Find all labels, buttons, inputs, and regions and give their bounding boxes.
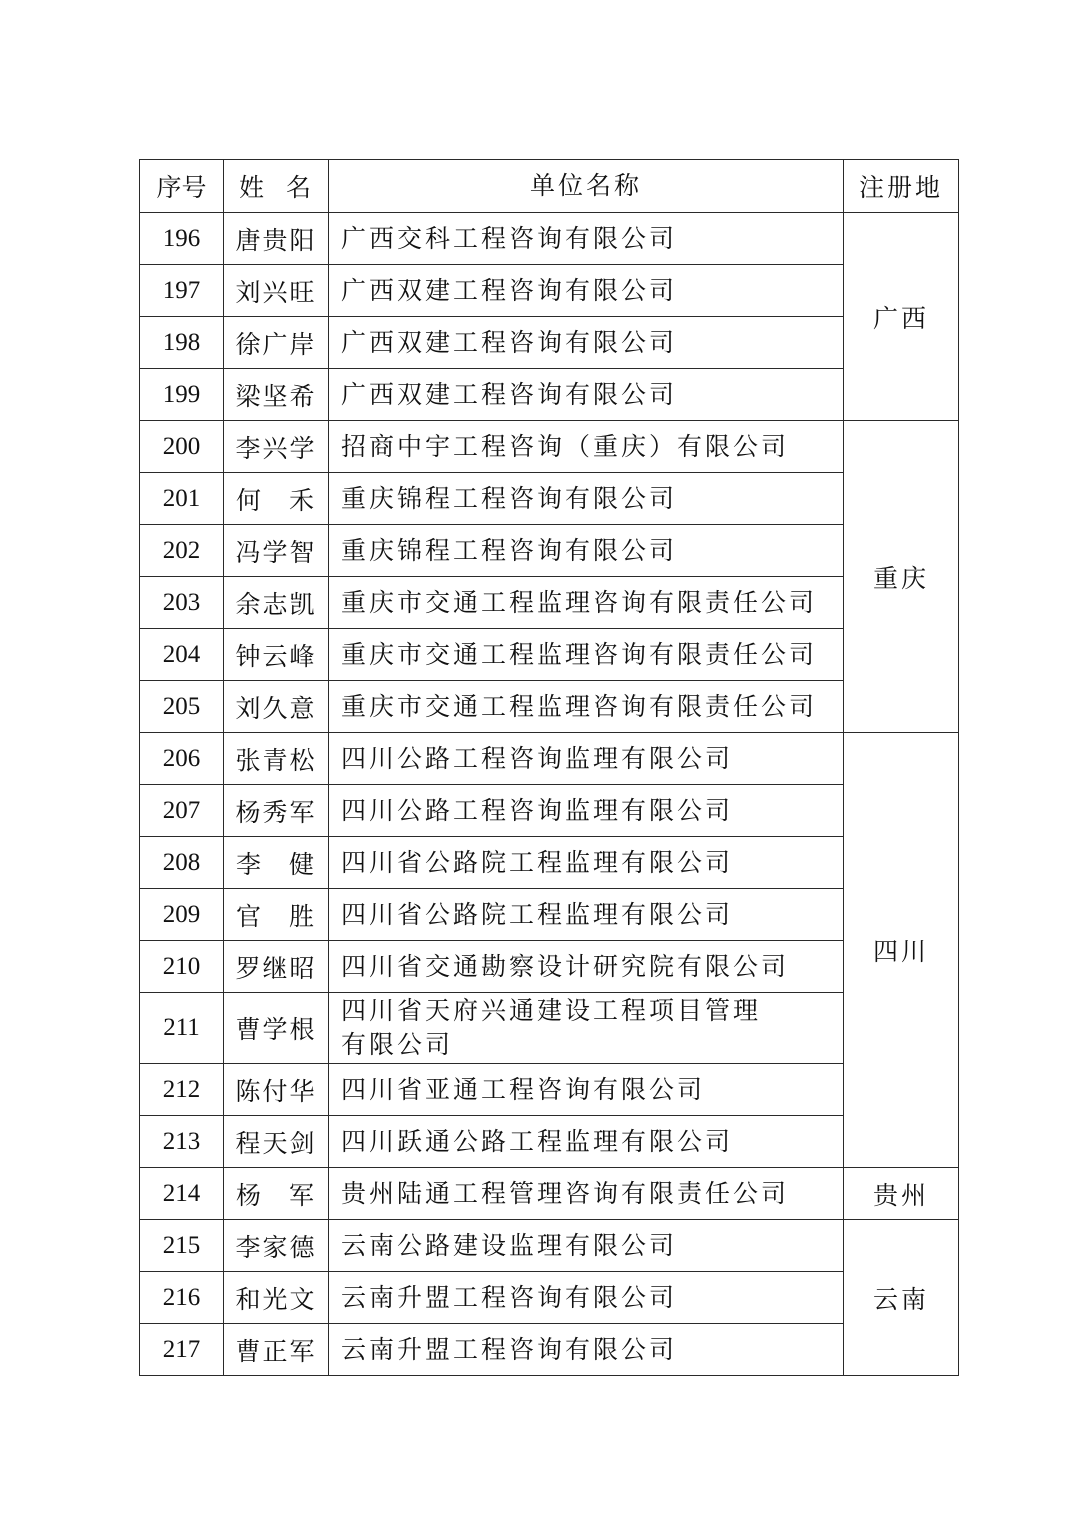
row-unit: 广西交科工程咨询有限公司 <box>329 213 844 265</box>
row-no: 199 <box>140 369 224 421</box>
row-name: 罗继昭 <box>224 941 329 993</box>
row-name: 杨军 <box>224 1168 329 1220</box>
table-row <box>140 369 959 421</box>
row-no: 208 <box>140 837 224 889</box>
row-name: 陈付华 <box>224 1064 329 1116</box>
row-no: 202 <box>140 525 224 577</box>
row-no: 214 <box>140 1168 224 1220</box>
region-yunnan: 云南 <box>844 1220 959 1376</box>
table-row <box>140 889 959 941</box>
row-unit: 四川公路工程咨询监理有限公司 <box>329 733 844 785</box>
header-name: 姓 名 <box>224 160 329 213</box>
row-unit: 重庆市交通工程监理咨询有限责任公司 <box>329 681 844 733</box>
row-unit: 四川公路工程咨询监理有限公司 <box>329 785 844 837</box>
row-unit: 云南升盟工程咨询有限公司 <box>329 1324 844 1376</box>
table-row <box>140 1272 959 1324</box>
row-name: 和光文 <box>224 1272 329 1324</box>
row-unit: 重庆市交通工程监理咨询有限责任公司 <box>329 629 844 681</box>
table-row <box>140 733 959 785</box>
table-row <box>140 1220 959 1272</box>
row-no: 213 <box>140 1116 224 1168</box>
row-unit: 重庆市交通工程监理咨询有限责任公司 <box>329 577 844 629</box>
row-unit: 四川省亚通工程咨询有限公司 <box>329 1064 844 1116</box>
table-row <box>140 1324 959 1376</box>
row-unit: 四川省交通勘察设计研究院有限公司 <box>329 941 844 993</box>
row-unit: 云南公路建设监理有限公司 <box>329 1220 844 1272</box>
row-no: 211 <box>140 993 224 1064</box>
row-unit: 广西双建工程咨询有限公司 <box>329 265 844 317</box>
table-row <box>140 1116 959 1168</box>
row-name: 官胜 <box>224 889 329 941</box>
header-region: 注册地 <box>844 160 959 213</box>
row-name: 李家德 <box>224 1220 329 1272</box>
table-row <box>140 629 959 681</box>
row-unit: 广西双建工程咨询有限公司 <box>329 369 844 421</box>
table-row <box>140 317 959 369</box>
row-name: 何禾 <box>224 473 329 525</box>
row-unit: 招商中宇工程咨询（重庆）有限公司 <box>329 421 844 473</box>
table-row <box>140 213 959 265</box>
row-name: 杨秀军 <box>224 785 329 837</box>
table-row <box>140 941 959 993</box>
row-name: 冯学智 <box>224 525 329 577</box>
region-guangxi: 广西 <box>844 213 959 421</box>
row-no: 203 <box>140 577 224 629</box>
row-unit: 贵州陆通工程管理咨询有限责任公司 <box>329 1168 844 1220</box>
row-no: 205 <box>140 681 224 733</box>
row-no: 201 <box>140 473 224 525</box>
table-header-row <box>140 160 959 213</box>
row-name: 程天剑 <box>224 1116 329 1168</box>
row-name: 刘兴旺 <box>224 265 329 317</box>
table-row <box>140 1064 959 1116</box>
table-row <box>140 473 959 525</box>
row-no: 206 <box>140 733 224 785</box>
row-unit: 重庆锦程工程咨询有限公司 <box>329 525 844 577</box>
row-name: 曹学根 <box>224 993 329 1064</box>
row-no: 215 <box>140 1220 224 1272</box>
row-no: 216 <box>140 1272 224 1324</box>
row-name: 唐贵阳 <box>224 213 329 265</box>
row-name: 曹正军 <box>224 1324 329 1376</box>
row-unit: 四川跃通公路工程监理有限公司 <box>329 1116 844 1168</box>
row-unit: 广西双建工程咨询有限公司 <box>329 317 844 369</box>
table-row <box>140 265 959 317</box>
row-unit: 四川省公路院工程监理有限公司 <box>329 889 844 941</box>
region-guizhou: 贵州 <box>844 1168 959 1220</box>
row-unit: 四川省公路院工程监理有限公司 <box>329 837 844 889</box>
region-chongqing: 重庆 <box>844 421 959 733</box>
table-row <box>140 993 959 1064</box>
region-sichuan: 四川 <box>844 733 959 1168</box>
row-name: 李兴学 <box>224 421 329 473</box>
row-unit-line2: 有限公司 <box>341 1030 454 1059</box>
row-no: 200 <box>140 421 224 473</box>
row-no: 212 <box>140 1064 224 1116</box>
table-row <box>140 681 959 733</box>
row-name: 刘久意 <box>224 681 329 733</box>
row-no: 217 <box>140 1324 224 1376</box>
row-no: 207 <box>140 785 224 837</box>
table-row <box>140 421 959 473</box>
row-name: 徐广岸 <box>224 317 329 369</box>
row-no: 196 <box>140 213 224 265</box>
table-row <box>140 837 959 889</box>
row-no: 197 <box>140 265 224 317</box>
row-name: 李健 <box>224 837 329 889</box>
table-row <box>140 577 959 629</box>
header-unit: 单位名称 <box>329 160 844 213</box>
row-name: 梁坚希 <box>224 369 329 421</box>
row-no: 198 <box>140 317 224 369</box>
row-no: 209 <box>140 889 224 941</box>
row-no: 204 <box>140 629 224 681</box>
row-unit: 云南升盟工程咨询有限公司 <box>329 1272 844 1324</box>
table-row <box>140 525 959 577</box>
row-name: 余志凯 <box>224 577 329 629</box>
row-name: 钟云峰 <box>224 629 329 681</box>
table-row <box>140 785 959 837</box>
row-unit: 重庆锦程工程咨询有限公司 <box>329 473 844 525</box>
registration-table <box>139 159 959 1376</box>
row-unit-line1: 四川省天府兴通建设工程项目管理 <box>341 996 762 1025</box>
table-row <box>140 1168 959 1220</box>
row-name: 张青松 <box>224 733 329 785</box>
header-no: 序号 <box>140 160 224 213</box>
row-unit-multiline <box>329 993 844 1064</box>
row-no: 210 <box>140 941 224 993</box>
